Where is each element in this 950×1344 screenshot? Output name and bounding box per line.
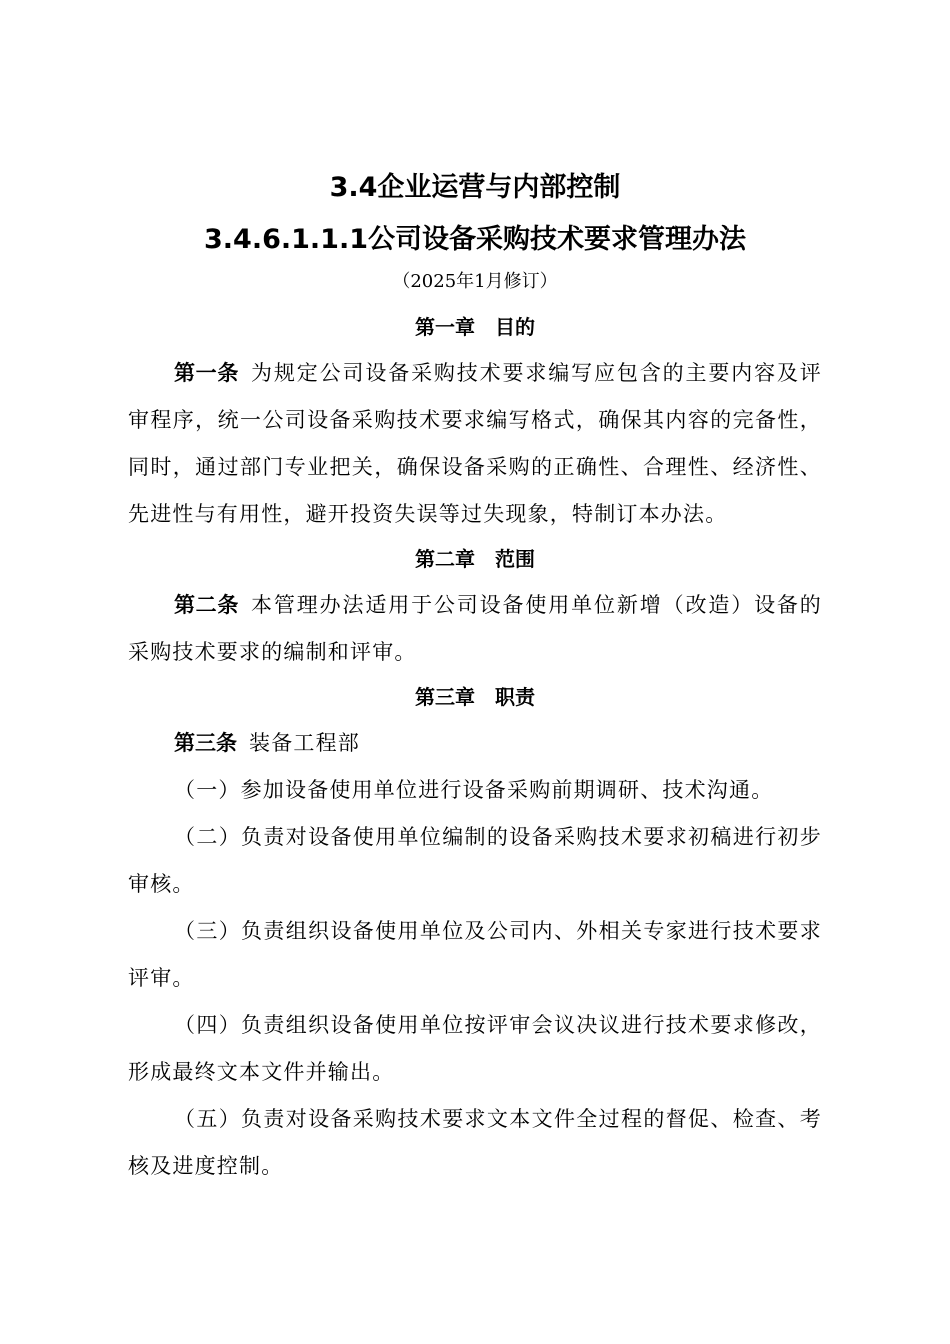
duty-item-3: （三）负责组织设备使用单位及公司内、外相关专家进行技术要求评审。 [128, 919, 822, 990]
duty-item-2: （二）负责对设备使用单位编制的设备采购技术要求初稿进行初步审核。 [128, 825, 822, 896]
duty-item-5: （五）负责对设备采购技术要求文本文件全过程的督促、检查、考核及进度控制。 [128, 1107, 822, 1178]
article-1-text: 为规定公司设备采购技术要求编写应包含的主要内容及评审程序，统一公司设备采购技术要求编写格式，确保其内容的完备性，同时，通过部门专业把关，确保设备采购的正确性、合理性、经济性、先进性与有用性，避开投资失误等过失现象，特制订本办法。 [128, 361, 822, 526]
article-2 [128, 582, 822, 676]
document-section-title: 3.4企业运营与内部控制 [329, 172, 621, 203]
article-1 [128, 350, 822, 538]
article-3-lead: 第三条 [174, 731, 237, 755]
article-3 [128, 720, 822, 767]
article-1-lead: 第一条 [174, 361, 239, 385]
article-2-text: 本管理办法适用于公司设备使用单位新增（改造）设备的采购技术要求的编制和评审。 [128, 593, 822, 664]
revision-note: （2025年1月修订） [392, 271, 558, 292]
duty-item-1: （一）参加设备使用单位进行设备采购前期调研、技术沟通。 [174, 778, 774, 802]
document-title: 3.4.6.1.1.1公司设备采购技术要求管理办法 [203, 224, 746, 255]
article-3-text: 装备工程部 [249, 731, 360, 755]
duty-item-4: （四）负责组织设备使用单位按评审会议决议进行技术要求修改，形成最终文本文件并输出。 [128, 1013, 822, 1084]
document-page [128, 0, 822, 1344]
article-2-lead: 第二条 [174, 593, 239, 617]
chapter-2-heading: 第二章 范围 [415, 547, 535, 571]
chapter-3-heading: 第三章 职责 [415, 685, 535, 709]
chapter-1-heading: 第一章 目的 [415, 315, 535, 339]
